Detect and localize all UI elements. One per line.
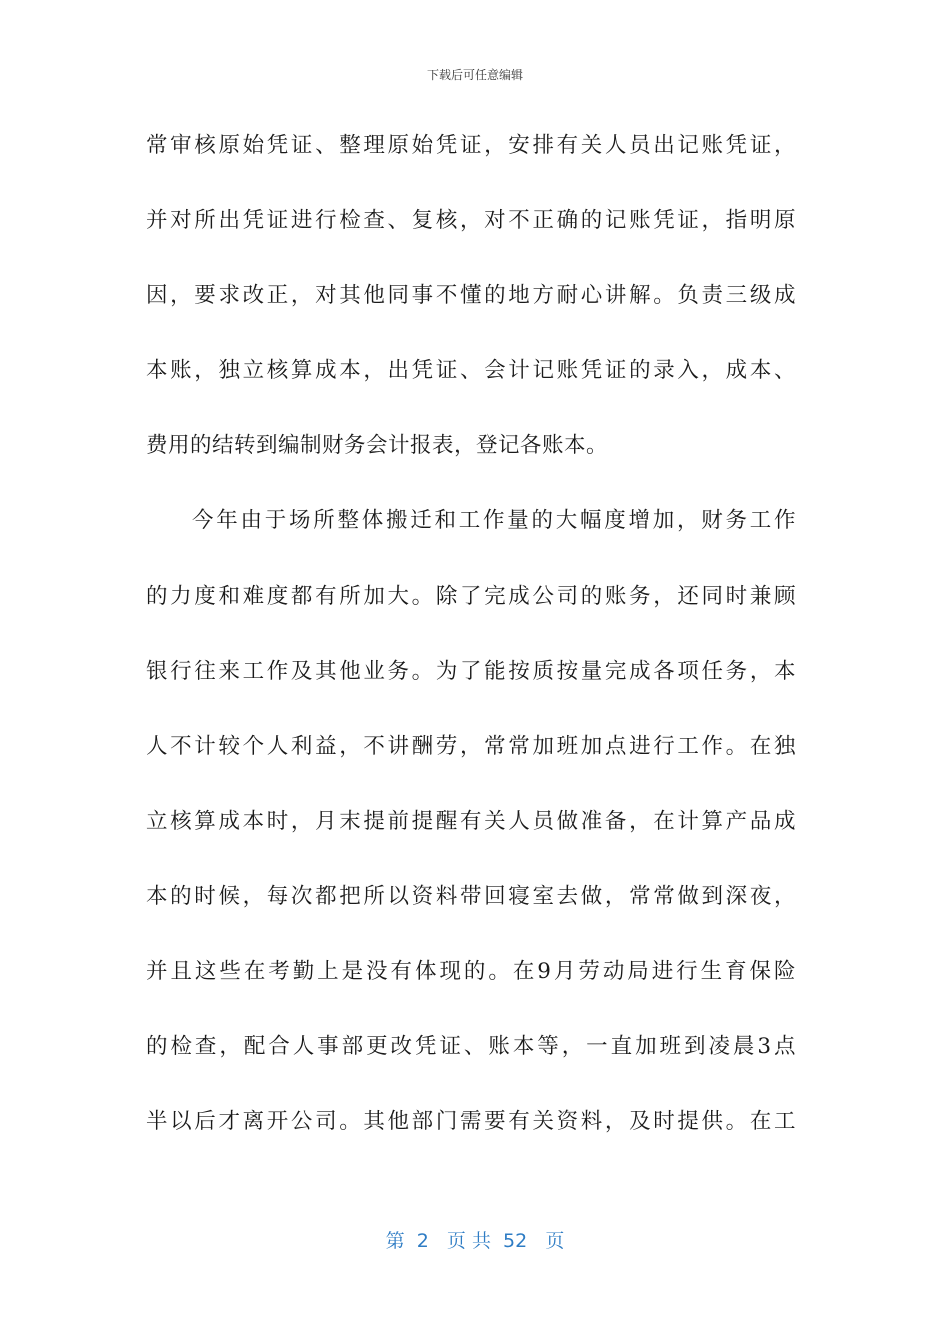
text-line: 半以后才离开公司。其他部门需要有关资料，及时提供。在工 [146, 1109, 796, 1135]
text-line: 并且这些在考勤上是没有体现的。在9月劳动局进行生育保险 [146, 959, 796, 985]
text-line: 费用的结转到编制财务会计报表，登记各账本。 [146, 433, 609, 459]
text-line: 立核算成本时，月末提前提醒有关人员做准备，在计算产品成 [146, 808, 796, 834]
text-line: 银行往来工作及其他业务。为了能按质按量完成各项任务，本 [146, 658, 796, 684]
text-line: 本的时候，每次都把所以资料带回寝室去做，常常做到深夜， [146, 883, 796, 909]
text-line: 的力度和难度都有所加大。除了完成公司的账务，还同时兼顾 [146, 583, 796, 609]
paragraph-first-line: 今年由于场所整体搬迁和工作量的大幅度增加，财务工作 [192, 508, 796, 534]
text-line: 因，要求改正，对其他同事不懂的地方耐心讲解。负责三级成 [146, 283, 796, 309]
text-line: 的检查，配合人事部更改凭证、账本等，一直加班到凌晨3点 [146, 1034, 796, 1060]
page-header: 下载后可任意编辑 [426, 68, 523, 82]
text-line: 本账，独立核算成本，出凭证、会计记账凭证的录入，成本、 [146, 358, 796, 384]
text-line: 人不计较个人利益，不讲酬劳，常常加班加点进行工作。在独 [146, 733, 796, 759]
document-body [146, 108, 796, 1159]
page-number-footer: 第 2 页 共 52 页 [385, 1230, 565, 1252]
text-line: 并对所出凭证进行检查、复核，对不正确的记账凭证，指明原 [146, 208, 796, 234]
text-line: 常审核原始凭证、整理原始凭证，安排有关人员出记账凭证， [146, 133, 796, 158]
